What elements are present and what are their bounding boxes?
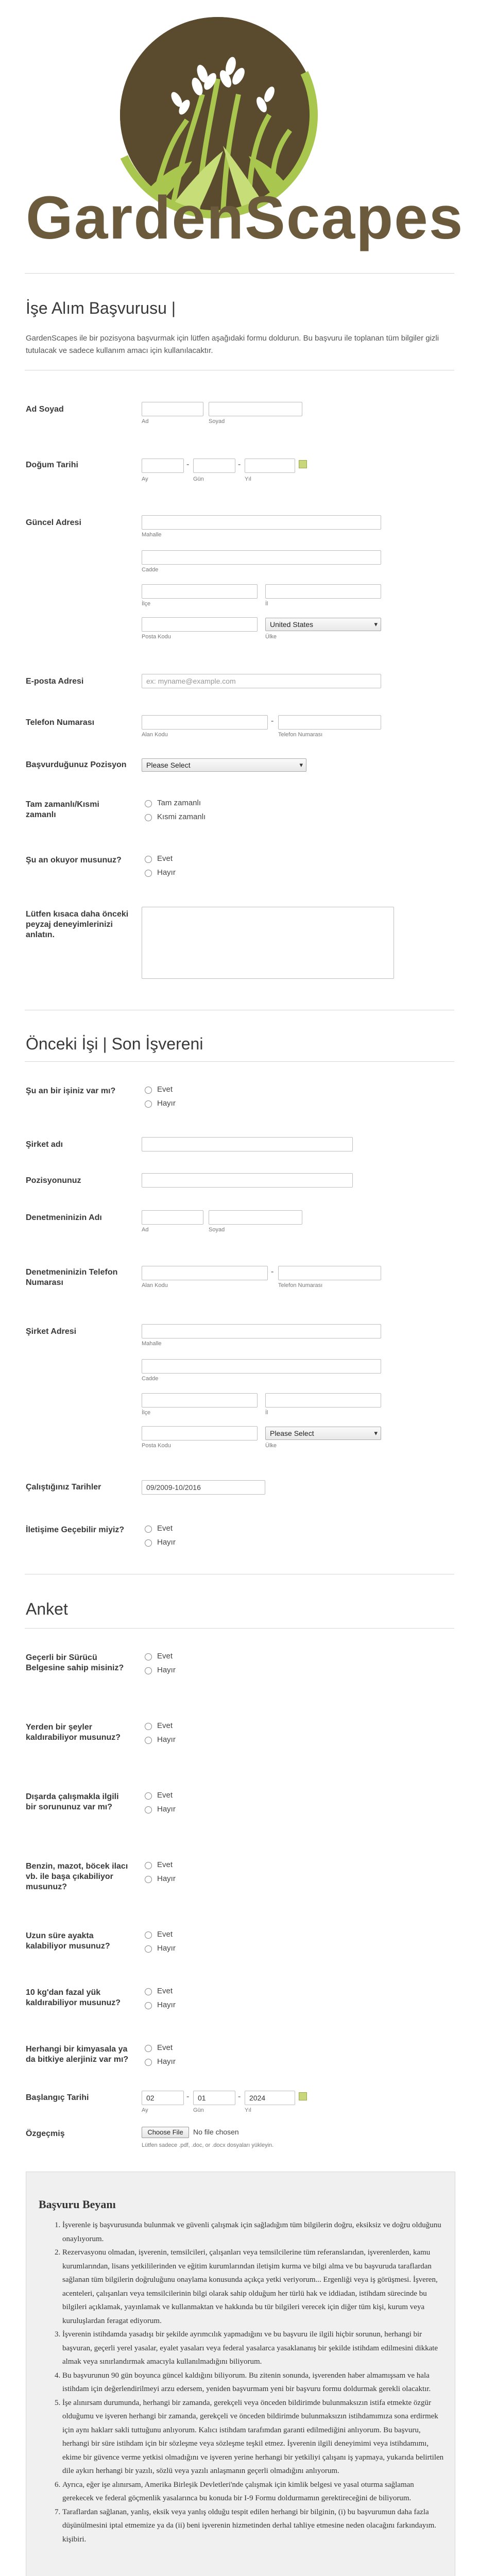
employment-full-radio[interactable] xyxy=(145,800,152,807)
working-now-label: Şu an bir işiniz var mı? xyxy=(26,1087,116,1095)
q4-yes-label: Evet xyxy=(157,1860,173,1869)
birth-year-sublabel: Yıl xyxy=(245,476,251,482)
divider xyxy=(25,273,454,274)
birth-month-sublabel: Ay xyxy=(142,476,148,482)
q6-yes-label: Evet xyxy=(157,1987,173,1995)
resume-hint: Lütfen sadece .pdf, .doc, or .docx dosyaları yükleyin. xyxy=(142,2142,274,2148)
supervisor-last-sublabel: Soyad xyxy=(209,1227,225,1233)
resume-label: Özgeçmiş xyxy=(26,2129,65,2138)
birth-year-input[interactable] xyxy=(245,459,295,473)
working-now-no-label: Hayır xyxy=(157,1099,176,1108)
working-now-yes-label: Evet xyxy=(157,1085,173,1094)
start-year-sublabel: Yıl xyxy=(245,2107,251,2113)
terms-title: Başvuru Beyanı xyxy=(39,2198,116,2211)
birth-month-input[interactable] xyxy=(142,459,184,473)
previous-title: Önceki İşi | Son İşvereni xyxy=(26,1035,203,1053)
state-sublabel: İl xyxy=(265,601,268,607)
company-country-select[interactable]: Please Select ▾ xyxy=(265,1427,381,1440)
phone-separator: - xyxy=(271,1267,274,1276)
phone-separator: - xyxy=(271,717,274,725)
company-street-sublabel: Mahalle xyxy=(142,1341,162,1347)
student-yes-radio[interactable] xyxy=(145,856,152,863)
q7-yes-label: Evet xyxy=(157,2043,173,2052)
terms-item: 6. Ayrıca, eğer işe alınırsam, Amerika Birleşik Devletleri'nde çalışmak için kimlik belgesi ve yasal oturma sağlaman gerekecek ve federal göçmenlik yasalarınca bu konuda bir I-9 Formu doldurmamın gerektireceğini de biliyorum. xyxy=(62,2478,446,2505)
q5-yes-radio[interactable] xyxy=(145,1931,152,1939)
company-street2-sublabel: Cadde xyxy=(142,1376,159,1382)
logo xyxy=(0,0,479,258)
company-city-sublabel: İlçe xyxy=(142,1410,151,1416)
divider xyxy=(25,1061,454,1062)
start-day-sublabel: Gün xyxy=(193,2107,204,2113)
country-sublabel: Ülke xyxy=(265,634,277,640)
company-input[interactable] xyxy=(142,1137,353,1151)
q2-yes-label: Evet xyxy=(157,1721,173,1730)
first-name-input[interactable] xyxy=(142,402,203,416)
start-month-sublabel: Ay xyxy=(142,2107,148,2113)
terms-item: 5. İşe alınırsam durumunda, herhangi bir zamanda, gerekçeli veya önceden bildirimde bulunmaksızın istifa etmekte özgür olduğumu ve işveren herhangi bir zamanda, gerekçeli ve önceden bildirimde bulunmaksızın istihdamımıza sona erdirmek için aynı haklarr sakli tuttuğunu anlıyorum. Kalıcı istihdam tarafımdan garanti edilmediğini anlıyorum. Bu başvuru, herhangi bir süre istihdam için bir sözleşme veya sözleşme teşkil etmez. İşverenin ilgili deneyimimi veya istihdamımı, ekime bir güvence verme yetkisi olmadığını ve işveren yerine herhangi bir yetkiliyi çalışanı iş yapmaya, yukarıda belirtilen dile aykırı herhangi bir yazılı, sözlü veya yazılı anlaşmanın geçerli olmadığını anlıyorum. xyxy=(62,2396,446,2478)
q3-yes-radio[interactable] xyxy=(145,1792,152,1800)
company-state-sublabel: İl xyxy=(265,1410,268,1416)
q5-yes-label: Evet xyxy=(157,1930,173,1939)
file-status: No file chosen xyxy=(193,2128,239,2136)
supervisor-phone-area-input[interactable] xyxy=(142,1266,268,1280)
last-name-input[interactable] xyxy=(209,402,302,416)
company-street-input[interactable] xyxy=(142,1324,381,1338)
position-label: Başvurduğunuz Pozisyon xyxy=(26,760,127,769)
terms-item: 4. Bu başvurunun 90 gün boyunca güncel kaldığını biliyorum. Bu zitenin sonunda, işverenden haber almamışsam ve hala istihdam için değerlendirilmeyi arzu edersem, yeniden başvurmam yeni bir başvuru formu doldurmak gerekli olacaktır. xyxy=(62,2369,446,2396)
street2-sublabel: Cadde xyxy=(142,567,159,573)
company-city-input[interactable] xyxy=(142,1393,258,1408)
supervisor-phone-area-sublabel: Alan Kodu xyxy=(142,1282,168,1289)
divider xyxy=(25,1628,454,1629)
zip-sublabel: Posta Kodu xyxy=(142,634,171,640)
intro-text: GardenScapes ile bir pozisyona başvurmak için lütfen aşağıdaki formu doldurun. Bu başvuru ile toplanan tüm bilgiler gizli tutulacak ve sadece kullanım amacı için kullanılacaktır. xyxy=(26,334,439,355)
q1-no-label: Hayır xyxy=(157,1666,176,1674)
q1-label: Geçerli bir Sürücü Belgesine sahip misiniz? xyxy=(26,1653,124,1672)
position-select[interactable]: Please Select ▾ xyxy=(142,758,306,772)
q1-no-radio[interactable] xyxy=(145,1667,152,1674)
company-country-sublabel: Ülke xyxy=(265,1443,277,1449)
country-select[interactable]: United States ▾ xyxy=(265,618,381,631)
employment-full-label: Tam zamanlı xyxy=(157,799,201,807)
phone-label: Telefon Numarası xyxy=(26,718,95,727)
q2-no-label: Hayır xyxy=(157,1735,176,1744)
brand-name: GardenScapes xyxy=(26,184,464,252)
street2-input[interactable] xyxy=(142,550,381,565)
terms-item: 2. Rezervasyonu olmadan, işverenin, temsilcileri, çalışanları veya temsilcilerine tüm referanslarıdan, işverenlerden, kamu kurumlarından, lisans yetkililerinden ve eğitim kurumlarından iletişim kurma ve bilgi alma ve bu başvuruda taraflardan sağlanan tüm bilgilerin doğruluğunu onaylama konusunda açıkça yetki veriyorum... Ergenliği veya iş görüşmesi. İşveren, acenteleri, çalışanları veya temsilcilerinin bilgi olarak sahip olduğum her türlü hak ve iddiadan, istihdam sürecinde bu bilgileri açıklamak, yayınlamak ve kullanmaktan ve hakkında bu tür bilgileri verecek için diğer tüm kişi, kurum veya kuruluşlardan feragat ediyorum. xyxy=(62,2246,446,2328)
supervisor-label: Denetmeninizin Adı xyxy=(26,1213,102,1222)
date-separator: - xyxy=(238,460,241,469)
date-separator: - xyxy=(186,2092,190,2101)
experience-textarea[interactable] xyxy=(142,907,394,979)
q5-no-radio[interactable] xyxy=(145,1945,152,1953)
birth-label: Doğum Tarihi xyxy=(26,461,78,469)
q5-no-label: Hayır xyxy=(157,1944,176,1953)
q5-label: Uzun süre ayakta kalabiliyor musunuz? xyxy=(26,1931,110,1951)
terms-item: 7. Taraflardan sağlanan, yanlış, eksik veya yanlış olduğu tespit edilen herhangi bir bilginin, (i) bu başvurumun daha fazla düşünülmesini iptal etmemize ya da (ii) beni işverenin hizmetinden derhal tahliye etmesine neden olacağını farkındayım. kişibiri. xyxy=(62,2505,446,2547)
start-day-input[interactable]: 01 xyxy=(193,2091,235,2105)
q4-no-radio[interactable] xyxy=(145,1876,152,1883)
supervisor-last-input[interactable] xyxy=(209,1210,302,1225)
q2-yes-radio[interactable] xyxy=(145,1723,152,1730)
prev-position-label: Pozisyonunuz xyxy=(26,1176,81,1185)
phone-area-sublabel: Alan Kodu xyxy=(142,732,168,738)
email-label: E-posta Adresi xyxy=(26,677,84,686)
terms-box xyxy=(26,2172,455,2576)
phone-number-sublabel: Telefon Numarası xyxy=(278,732,323,738)
company-zip-input[interactable] xyxy=(142,1426,258,1440)
choose-file-button[interactable]: Choose File xyxy=(142,2127,189,2138)
name-label: Ad Soyad xyxy=(26,405,64,414)
q4-yes-radio[interactable] xyxy=(145,1862,152,1869)
company-street2-input[interactable] xyxy=(142,1359,381,1374)
q3-no-label: Hayır xyxy=(157,1805,176,1814)
employment-label: Tam zamanlı/Kısmi zamanlı xyxy=(26,800,99,819)
company-address-label: Şirket Adresi xyxy=(26,1327,77,1336)
q2-label: Yerden bir şeyler kaldırabiliyor musunuz? xyxy=(26,1723,121,1742)
survey-title: Anket xyxy=(26,1600,68,1618)
terms-item: 3. İşverenin istihdamda yasadışı bir şekilde ayrımcılık yapmadığını ve bu başvuru ile ilgili hiçbir sorunun, herhangi bir başvuran, geçerli yerel yasalar, eyalet yasaları veya federal yasalarca yasaklananış bir şekilde istihdam edilmesini dikkate almak veya sınırlandırmak amacıyla kullanılmadığını biliyorum. xyxy=(62,2328,446,2369)
q6-no-label: Hayır xyxy=(157,2001,176,2009)
terms-list xyxy=(42,2218,446,2546)
first-name-sublabel: Ad xyxy=(142,418,149,425)
calendar-icon[interactable] xyxy=(299,2092,307,2100)
q3-no-radio[interactable] xyxy=(145,1806,152,1814)
q7-no-radio[interactable] xyxy=(145,2059,152,2066)
calendar-icon[interactable] xyxy=(299,460,307,468)
company-label: Şirket adı xyxy=(26,1140,63,1149)
q2-no-radio[interactable] xyxy=(145,1737,152,1744)
q1-yes-label: Evet xyxy=(157,1652,173,1660)
phone-area-input[interactable] xyxy=(142,715,268,730)
birth-day-sublabel: Gün xyxy=(193,476,204,482)
student-yes-label: Evet xyxy=(157,854,173,863)
start-month-input[interactable]: 02 xyxy=(142,2091,184,2105)
city-sublabel: İlçe xyxy=(142,601,151,607)
form-title: İşe Alım Başvurusu | xyxy=(26,299,176,317)
contact-no-label: Hayır xyxy=(157,1538,176,1547)
student-no-radio[interactable] xyxy=(145,870,152,877)
zip-input[interactable] xyxy=(142,617,258,632)
city-input[interactable] xyxy=(142,584,258,599)
supervisor-first-input[interactable] xyxy=(142,1210,203,1225)
supervisor-phone-label: Denetmeninizin Telefon Numarası xyxy=(26,1268,118,1287)
company-state-input[interactable] xyxy=(265,1393,381,1408)
terms-item: 1. İşverenle iş başvurusunda bulunmak ve güvenli çalışmak için sağladığım tüm bilgilerin doğru, eksiksiz ve doğru olduğunu onaylıyorum. xyxy=(62,2218,446,2246)
working-now-yes-radio[interactable] xyxy=(145,1087,152,1094)
q7-yes-radio[interactable] xyxy=(145,2045,152,2052)
start-date-label: Başlangıç Tarihi xyxy=(26,2093,89,2102)
dates-input[interactable]: 09/2009-10/2016 xyxy=(142,1480,265,1495)
q3-label: Dışarda çalışmakla ilgili bir sorununuz var mı? xyxy=(26,1792,119,1811)
q7-label: Herhangi bir kimyasala ya da bitkiye alerjiniz var mı? xyxy=(26,2045,129,2064)
experience-label: Lütfen kısaca daha önceki peyzaj deneyimlerinizi anlatın. xyxy=(26,910,129,939)
q7-no-label: Hayır xyxy=(157,2057,176,2066)
employment-part-label: Kısmi zamanlı xyxy=(157,812,206,821)
street-input[interactable] xyxy=(142,515,381,530)
supervisor-phone-number-sublabel: Telefon Numarası xyxy=(278,1282,323,1289)
state-input[interactable] xyxy=(265,584,381,599)
contact-yes-radio[interactable] xyxy=(145,1526,152,1533)
street-sublabel: Mahalle xyxy=(142,532,162,538)
student-no-label: Hayır xyxy=(157,868,176,877)
q6-no-radio[interactable] xyxy=(145,2002,152,2009)
contact-yes-label: Evet xyxy=(157,1524,173,1533)
q6-yes-radio[interactable] xyxy=(145,1988,152,1995)
date-separator: - xyxy=(238,2092,241,2101)
q1-yes-radio[interactable] xyxy=(145,1653,152,1660)
q4-label: Benzin, mazot, böcek ilacı vb. ile başa çıkabiliyor musunuz? xyxy=(26,1862,128,1891)
supervisor-first-sublabel: Ad xyxy=(142,1227,149,1233)
phone-number-input[interactable] xyxy=(278,715,381,730)
q3-yes-label: Evet xyxy=(157,1791,173,1800)
employment-part-radio[interactable] xyxy=(145,814,152,821)
start-year-input[interactable]: 2024 xyxy=(245,2091,295,2105)
prev-position-input[interactable] xyxy=(142,1173,353,1188)
contact-no-radio[interactable] xyxy=(145,1539,152,1547)
q6-label: 10 kg'dan fazal yük kaldırabiliyor musunuz? xyxy=(26,1988,121,2007)
working-now-no-radio[interactable] xyxy=(145,1100,152,1108)
company-zip-sublabel: Posta Kodu xyxy=(142,1443,171,1449)
supervisor-phone-number-input[interactable] xyxy=(278,1266,381,1280)
q4-no-label: Hayır xyxy=(157,1874,176,1883)
contact-label: İletişime Geçebilir miyiz? xyxy=(26,1526,125,1534)
date-separator: - xyxy=(186,460,190,469)
birth-day-input[interactable] xyxy=(193,459,235,473)
student-label: Şu an okuyor musunuz? xyxy=(26,856,122,865)
dates-label: Çalıştığınız Tarihler xyxy=(26,1483,101,1492)
last-name-sublabel: Soyad xyxy=(209,418,225,425)
email-input[interactable]: ex: myname@example.com xyxy=(142,674,381,688)
address-label: Güncel Adresi xyxy=(26,518,81,527)
